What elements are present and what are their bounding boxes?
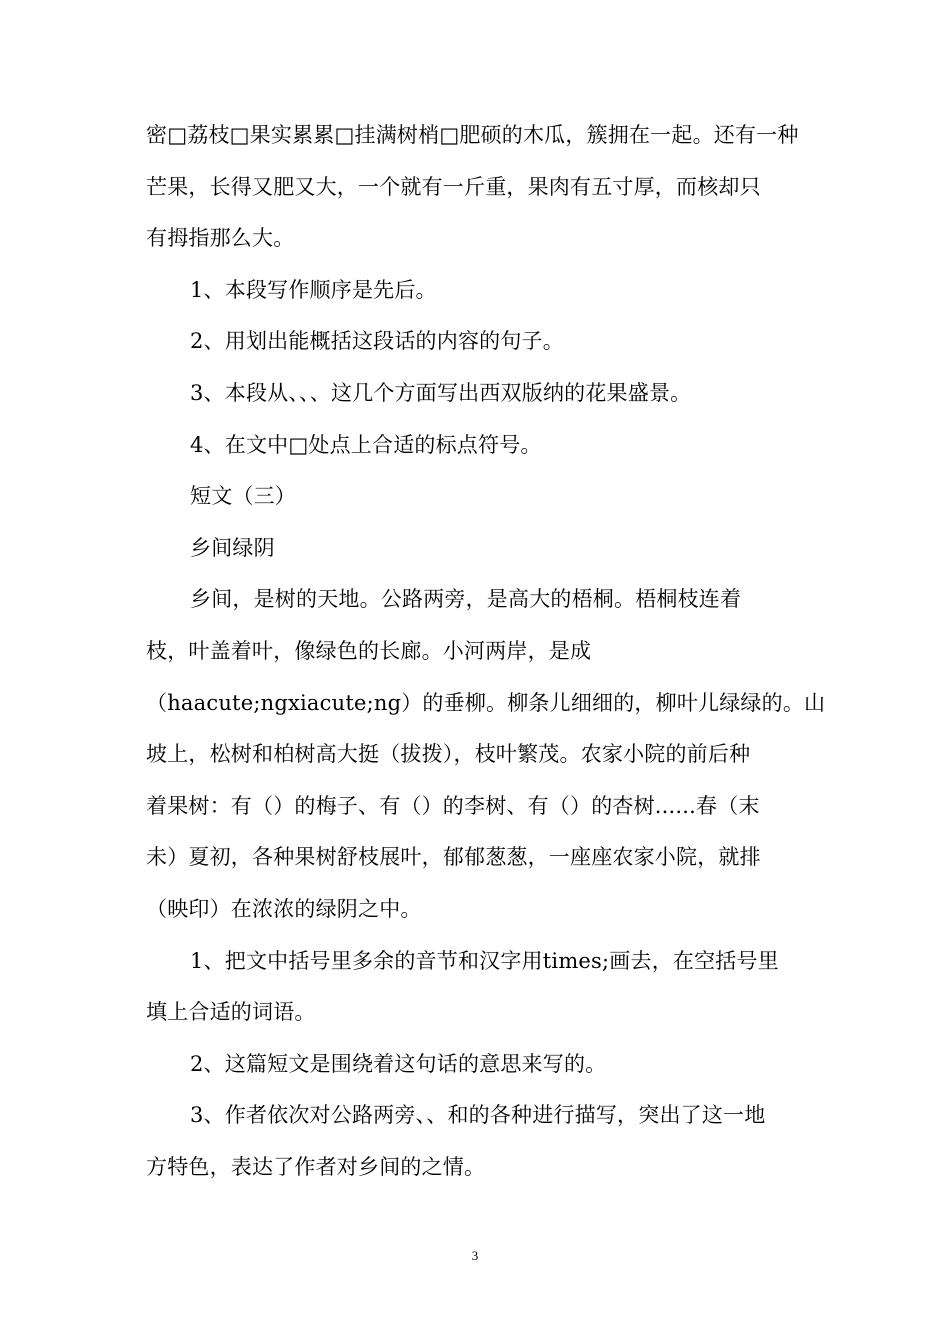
question-item: 4、在文中□处点上合适的标点符号。 <box>190 432 542 457</box>
passage-line: 着果树：有（）的梅子、有（）的李树、有（）的杏树......春（末 <box>146 793 760 818</box>
page-number: 3 <box>471 1248 479 1263</box>
passage-line: 有拇指那么大。 <box>146 226 295 251</box>
section-heading: 短文（三） <box>190 484 296 509</box>
question-item: 2、用划出能概括这段话的内容的句子。 <box>190 329 564 354</box>
passage-line: 枝，叶盖着叶，像绿色的长廊。小河两岸，是成 <box>146 638 592 663</box>
page-content <box>146 110 826 1193</box>
question-item: 1、把文中括号里多余的音节和汉字用times;画去，在空括号里 <box>190 948 779 973</box>
passage-line: （映印）在浓浓的绿阴之中。 <box>146 896 422 921</box>
question-item: 1、本段写作顺序是先后。 <box>190 277 437 302</box>
question-continuation: 填上合适的词语。 <box>146 1000 316 1025</box>
passage-line: 坡上，松树和柏树高大挺（拔拨），枝叶繁茂。农家小院的前后种 <box>146 742 751 767</box>
question-item: 3、本段从、、、这几个方面写出西双版纳的花果盛景。 <box>190 380 692 405</box>
passage-line: （haacute;ngxiacute;ng）的垂柳。柳条儿细细的，柳叶儿绿绿的。山 <box>146 690 826 715</box>
question-item: 3、作者依次对公路两旁、、和的各种进行描写，突出了这一地 <box>190 1103 766 1128</box>
question-continuation: 方特色，表达了作者对乡间的之情。 <box>146 1154 486 1179</box>
passage-line: 未）夏初，各种果树舒枝展叶，郁郁葱葱，一座座农家小院，就排 <box>146 845 761 870</box>
passage-line: 乡间，是树的天地。公路两旁，是高大的梧桐。梧桐枝连着 <box>190 587 742 612</box>
question-item: 2、这篇短文是围绕着这句话的意思来写的。 <box>190 1051 607 1076</box>
passage-line: 芒果，长得又肥又大，一个就有一斤重，果肉有五寸厚，而核却只 <box>146 174 761 199</box>
passage-title: 乡间绿阴 <box>190 535 275 560</box>
passage-line: 密□荔枝□果实累累□挂满树梢□肥硕的木瓜，簇拥在一起。还有一种 <box>146 123 799 147</box>
